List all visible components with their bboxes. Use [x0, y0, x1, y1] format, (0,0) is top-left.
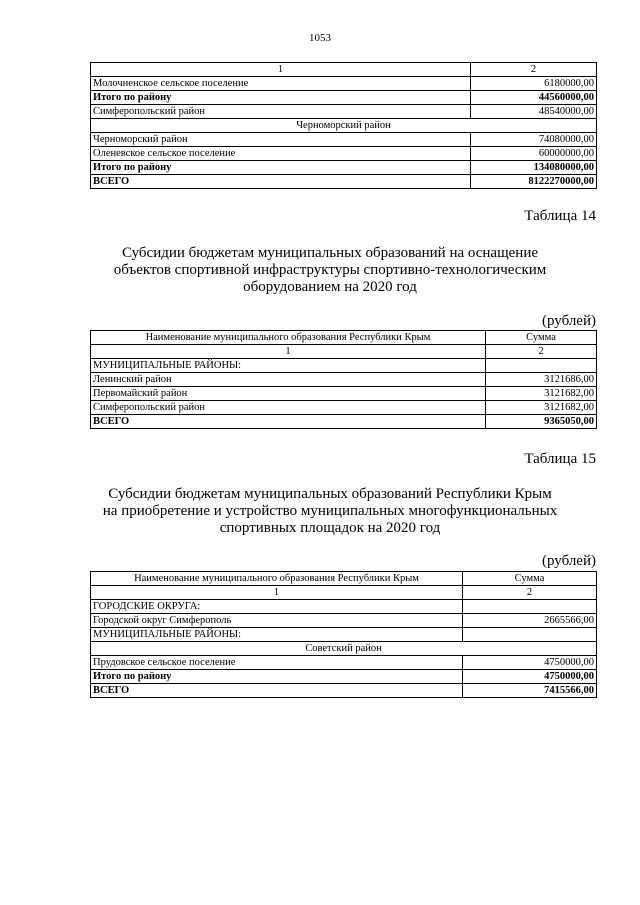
- title-line: оборудованием на 2020 год: [243, 279, 417, 295]
- table-15-title: [60, 486, 600, 537]
- column-number-cell: 1: [91, 63, 471, 77]
- section-name-cell: Советский район: [91, 642, 597, 656]
- row-name-cell: ВСЕГО: [91, 175, 471, 189]
- row-value-cell: 6180000,00: [471, 77, 597, 91]
- row-value-cell: 9365050,00: [486, 415, 597, 429]
- row-name-cell: Молочненское сельское поселение: [91, 77, 471, 91]
- header-sum-cell: Сумма: [486, 331, 597, 345]
- continuation-table: [90, 62, 597, 189]
- row-value-cell: 8122270000,00: [471, 175, 597, 189]
- table-row: [91, 161, 597, 175]
- table-row: [91, 373, 597, 387]
- table-14: [90, 330, 597, 429]
- row-name-cell: Прудовское сельское поселение: [91, 656, 463, 670]
- title-line: спортивных площадок на 2020 год: [219, 520, 441, 536]
- row-name-cell: Черноморский район: [91, 133, 471, 147]
- title-line: Субсидии бюджетам муниципальных образований Республики Крым: [108, 486, 552, 502]
- row-value-cell: 3121682,00: [486, 401, 597, 415]
- table-number-row: [91, 345, 597, 359]
- continuation-table-body: [91, 63, 597, 189]
- row-name-cell: Первомайский район: [91, 387, 486, 401]
- table-row: [91, 133, 597, 147]
- table-row: [91, 656, 597, 670]
- table-15: [90, 571, 597, 698]
- column-number-cell: 1: [91, 345, 486, 359]
- table-row: [91, 684, 597, 698]
- row-value-cell: 3121682,00: [486, 387, 597, 401]
- row-name-cell: МУНИЦИПАЛЬНЫЕ РАЙОНЫ:: [91, 628, 463, 642]
- table-row: [91, 415, 597, 429]
- row-value-cell: 4750000,00: [463, 670, 597, 684]
- table-row: [91, 105, 597, 119]
- table-row: [91, 628, 597, 642]
- column-number-cell: 1: [91, 586, 463, 600]
- table-row: [91, 359, 597, 373]
- row-value-cell: [463, 600, 597, 614]
- row-name-cell: Оленевское сельское поселение: [91, 147, 471, 161]
- table-14-caption: Таблица 14: [524, 208, 596, 224]
- row-name-cell: ВСЕГО: [91, 684, 463, 698]
- row-name-cell: Симферопольский район: [91, 105, 471, 119]
- title-line: на приобретение и устройство муниципальных многофункциональных: [102, 503, 558, 519]
- row-value-cell: 48540000,00: [471, 105, 597, 119]
- row-name-cell: Ленинский район: [91, 373, 486, 387]
- table-14-title: [60, 245, 600, 296]
- table-header-row: [91, 572, 597, 586]
- row-value-cell: 3121686,00: [486, 373, 597, 387]
- table-number-row: [91, 586, 597, 600]
- section-row: [91, 642, 597, 656]
- table-row: [91, 175, 597, 189]
- table-row: [91, 600, 597, 614]
- column-number-cell: 2: [471, 63, 597, 77]
- table-14-units: (рублей): [541, 313, 596, 329]
- table-15-body: [91, 572, 597, 698]
- table-row: [91, 387, 597, 401]
- table-row: [91, 401, 597, 415]
- section-row: [91, 119, 597, 133]
- table-row: [91, 614, 597, 628]
- header-name-cell: Наименование муниципального образования Республики Крым: [91, 331, 486, 345]
- row-name-cell: Симферопольский район: [91, 401, 486, 415]
- row-name-cell: Городской округ Симферополь: [91, 614, 463, 628]
- row-name-cell: Итого по району: [91, 161, 471, 175]
- row-value-cell: 134080000,00: [471, 161, 597, 175]
- column-number-cell: 2: [486, 345, 597, 359]
- table-15-units: (рублей): [541, 553, 596, 569]
- header-sum-cell: Сумма: [463, 572, 597, 586]
- row-name-cell: ВСЕГО: [91, 415, 486, 429]
- table-number-row: [91, 63, 597, 77]
- table-row: [91, 91, 597, 105]
- row-value-cell: 60000000,00: [471, 147, 597, 161]
- row-name-cell: ГОРОДСКИЕ ОКРУГА:: [91, 600, 463, 614]
- row-name-cell: МУНИЦИПАЛЬНЫЕ РАЙОНЫ:: [91, 359, 486, 373]
- row-value-cell: 4750000,00: [463, 656, 597, 670]
- row-value-cell: [463, 628, 597, 642]
- section-name-cell: Черноморский район: [91, 119, 597, 133]
- column-number-cell: 2: [463, 586, 597, 600]
- row-value-cell: [486, 359, 597, 373]
- title-line: Субсидии бюджетам муниципальных образований на оснащение: [121, 245, 539, 261]
- row-value-cell: 74080000,00: [471, 133, 597, 147]
- row-name-cell: Итого по району: [91, 91, 471, 105]
- table-14-body: [91, 331, 597, 429]
- table-row: [91, 670, 597, 684]
- page-number: 1053: [309, 32, 331, 44]
- title-line: объектов спортивной инфраструктуры спортивно-технологическим: [113, 262, 547, 278]
- row-value-cell: 44560000,00: [471, 91, 597, 105]
- table-row: [91, 147, 597, 161]
- header-name-cell: Наименование муниципального образования Республики Крым: [91, 572, 463, 586]
- row-value-cell: 7415566,00: [463, 684, 597, 698]
- table-header-row: [91, 331, 597, 345]
- table-row: [91, 77, 597, 91]
- row-name-cell: Итого по району: [91, 670, 463, 684]
- row-value-cell: 2665566,00: [463, 614, 597, 628]
- table-15-caption: Таблица 15: [524, 451, 596, 467]
